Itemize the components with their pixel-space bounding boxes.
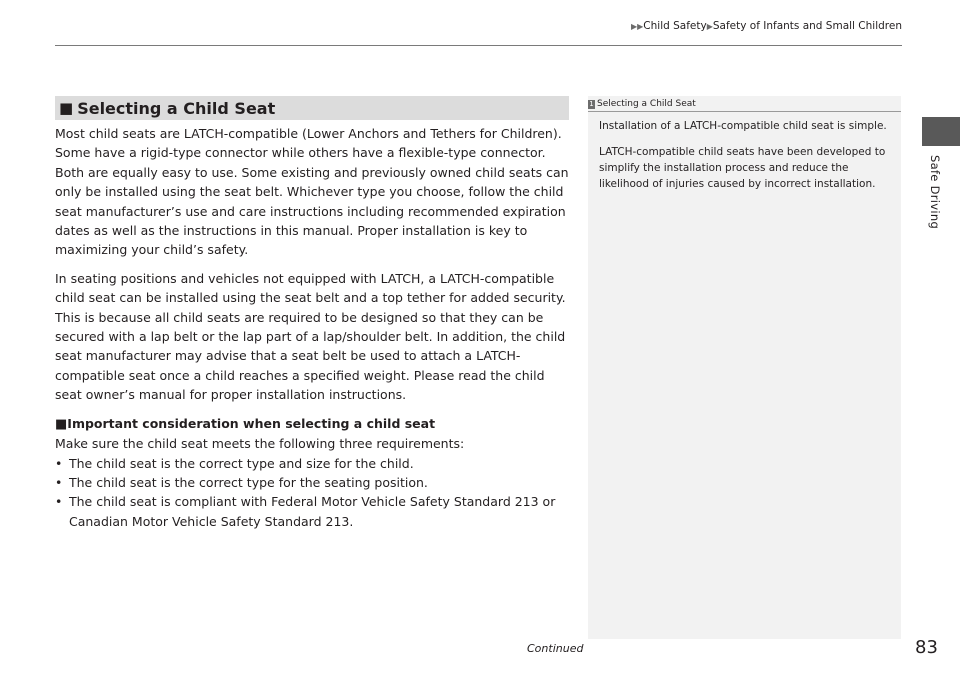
sidebar-title	[588, 97, 901, 112]
continued-label: Continued	[527, 642, 584, 655]
list-item	[55, 492, 575, 531]
sidebar-paragraph: Installation of a LATCH-compatible child seat is simple.	[599, 120, 887, 132]
breadcrumb-item-safety-infants[interactable]: Safety of Infants and Small Children	[712, 20, 902, 32]
breadcrumb	[631, 20, 902, 32]
breadcrumb-arrow-icon: ▶	[706, 22, 713, 31]
list-item	[55, 473, 575, 492]
section-title: Selecting a Child Seat	[77, 98, 276, 118]
bullet-dot-icon: •	[55, 494, 63, 510]
list-item-text: The child seat is the correct type and size for the child.	[69, 455, 414, 471]
subheading	[55, 414, 575, 434]
sidebar-title-text: Selecting a Child Seat	[597, 99, 696, 109]
sidebar-paragraph: LATCH-compatible child seats have been developed to simplify the installation process and reduce the likelihood of injuries caused by incorrect installation.	[599, 146, 886, 190]
main-body	[55, 124, 575, 531]
chapter-label: Safe Driving	[928, 155, 942, 230]
list-item-text: The child seat is compliant with Federal Motor Vehicle Safety Standard 213 or Canadian Motor Vehicle Safety Standard 213.	[69, 494, 556, 529]
chapter-tab[interactable]	[922, 117, 960, 146]
breadcrumb-item-child-safety[interactable]: Child Safety	[643, 20, 707, 32]
reference-marker-icon: 1	[589, 99, 594, 108]
list-item-text: The child seat is the correct type for the seating position.	[69, 474, 428, 490]
square-bullet-icon: ■	[59, 99, 74, 117]
bullet-dot-icon: •	[55, 455, 63, 471]
page-number: 83	[915, 637, 938, 658]
section-heading	[55, 96, 569, 120]
subheading-text: Important consideration when selecting a child seat	[67, 415, 436, 431]
requirements-intro: Make sure the child seat meets the following three requirements:	[55, 436, 465, 452]
body-paragraph: Most child seats are LATCH-compatible (Lower Anchors and Tethers for Children). Some have a rigid-type connector while others have a flexible-type connector. Both are equally easy to use. Some existing and previously owned child seats can only be installed using the seat belt. Whichever type you choose, follow the child seat manufacturer’s use and care instructions including recommended expiration dates as well as the instructions in this manual. Proper installation is key to maximizing your child’s safety.	[55, 126, 569, 258]
bullet-dot-icon: •	[55, 474, 63, 490]
body-paragraph: In seating positions and vehicles not equipped with LATCH, a LATCH-compatible child seat can be installed using the seat belt and a top tether for added security. This is because all child seats are required to be designed so that they can be secured with a lap belt or the lap part of a lap/shoulder belt. In addition, the child seat manufacturer may advise that a seat belt be used to attach a LATCH-compatible seat once a child reaches a specified weight. Please read the child seat owner’s manual for proper installation instructions.	[55, 270, 566, 403]
list-item	[55, 454, 575, 473]
sidebar-body	[599, 118, 891, 192]
square-bullet-icon: ■	[55, 416, 68, 432]
header-divider	[55, 45, 902, 46]
breadcrumb-arrow-icon: ▶▶	[630, 22, 644, 31]
